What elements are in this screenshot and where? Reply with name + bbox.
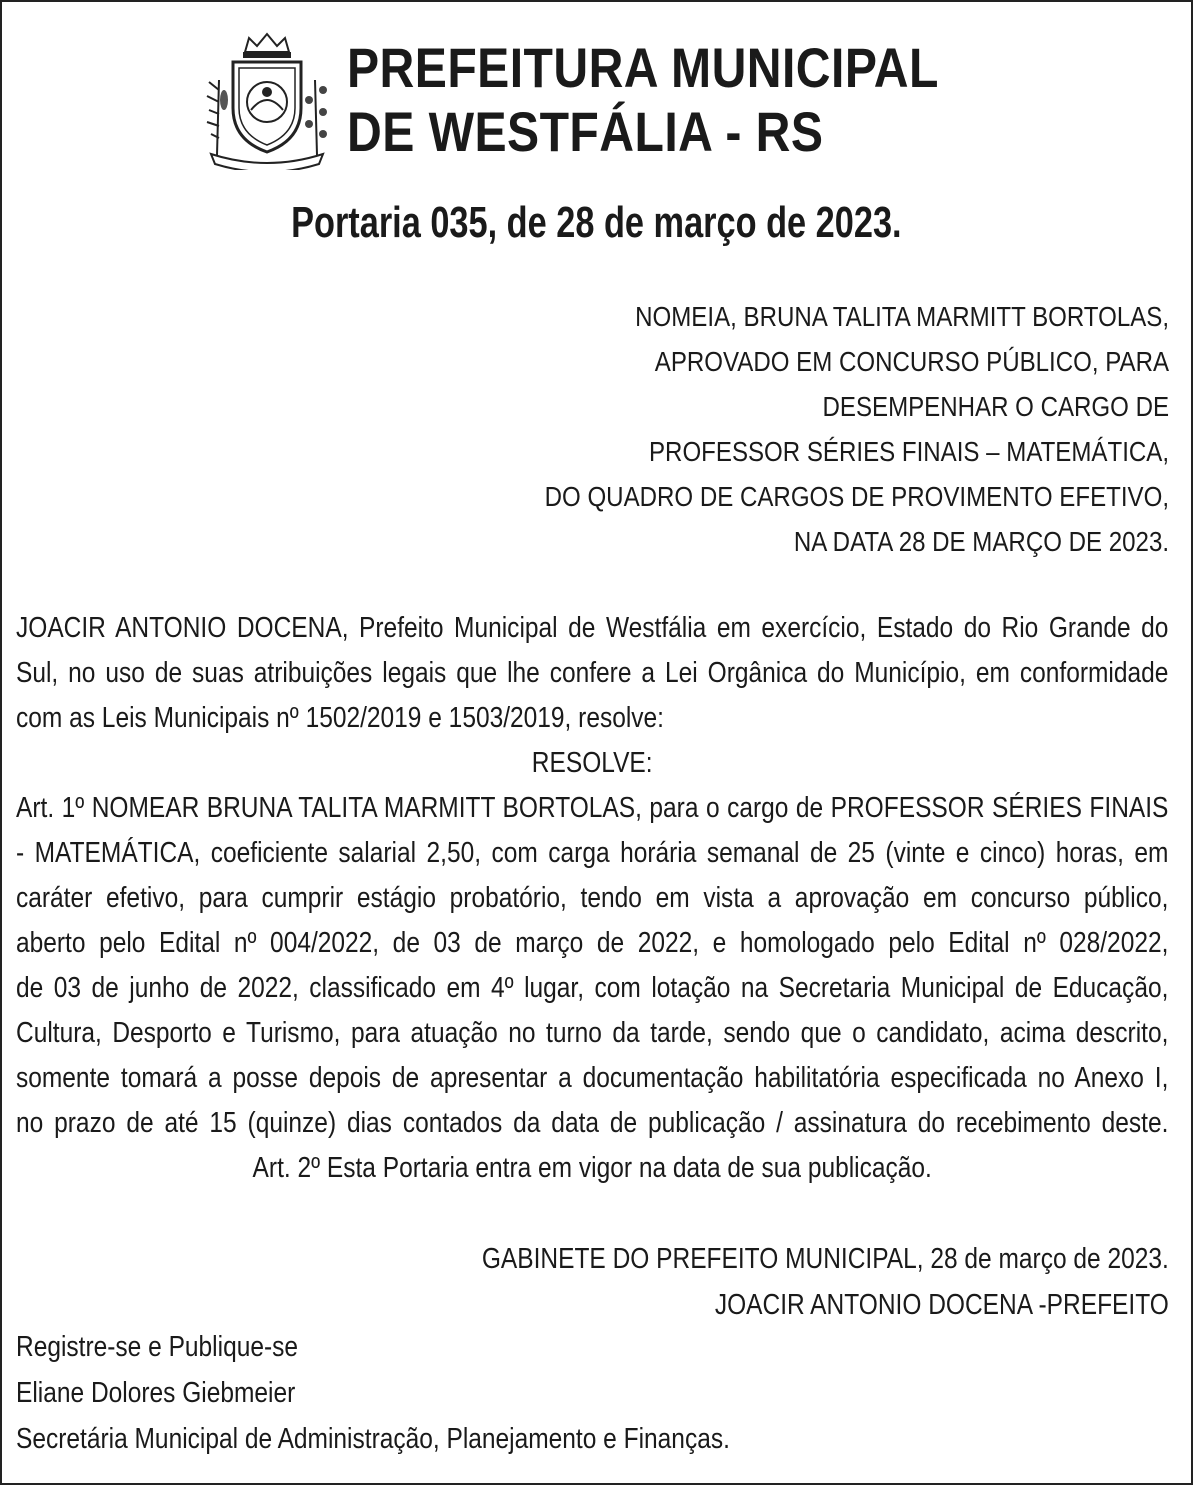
footer [16,1324,730,1462]
footer-line-3: Secretária Municipal de Administração, Planejamento e Finanças. [16,1423,730,1455]
preamble-line: com as Leis Municipais nº 1502/2019 e 1503/2019, resolve: [16,702,664,734]
ementa-line: APROVADO EM CONCURSO PÚBLICO, PARA [654,346,1169,377]
signature-block [482,1236,1169,1328]
resolve-heading: RESOLVE: [531,747,653,779]
ementa-line: NA DATA 28 DE MARÇO DE 2023. [793,526,1169,557]
signature-place-date: GABINETE DO PREFEITO MUNICIPAL, 28 de março de 2023. [482,1243,1169,1275]
art1-line: - MATEMÁTICA, coeficiente salarial 2,50, com carga horária semanal de 25 (vinte e cinco) horas, em [16,837,1169,869]
preamble-line: JOACIR ANTONIO DOCENA, Prefeito Municipal de Westfália em exercício, Estado do Rio Grande do [16,612,1169,644]
ementa-line: NOMEIA, BRUNA TALITA MARMITT BORTOLAS, [635,301,1169,332]
art1-line: caráter efetivo, para cumprir estágio probatório, tendo em vista a aprovação em concurso público, [16,882,1169,914]
ementa-line: DO QUADRO DE CARGOS DE PROVIMENTO EFETIVO, [544,481,1169,512]
coat-of-arms-icon [197,30,337,170]
art1-line: aberto pelo Edital nº 004/2022, de 03 de março de 2022, e homologado pelo Edital nº 028/2022, [16,927,1169,959]
footer-line-2: Eliane Dolores Giebmeier [16,1377,296,1409]
art1-line: de 03 de junho de 2022, classificado em 4º lugar, com lotação na Secretaria Municipal de Educação, [16,972,1169,1004]
portaria-title [2,198,1191,248]
signature-signer: JOACIR ANTONIO DOCENA -PREFEITO [715,1289,1169,1321]
ementa-line: PROFESSOR SÉRIES FINAIS – MATEMÁTICA, [648,436,1169,467]
art1-line: no prazo de até 15 (quinze) dias contados da data de publicação / assinatura do recebimento deste. [16,1107,1169,1139]
header [197,30,1035,170]
art1-line: somente tomará a posse depois de apresentar a documentação habilitatória especificada no Anexo I, [16,1062,1169,1094]
ementa-line: DESEMPENHAR O CARGO DE [822,391,1169,422]
ementa [545,294,1169,564]
portaria-title-text: Portaria 035, de 28 de março de 2023. [291,198,902,247]
art2-text: Art. 2º Esta Portaria entra em vigor na data de sua publicação. [252,1152,932,1184]
title-line-1: PREFEITURA MUNICIPAL [347,36,939,99]
art1-line: Art. 1º NOMEAR BRUNA TALITA MARMITT BORTOLAS, para o cargo de PROFESSOR SÉRIES FINAIS [16,792,1169,824]
body-text [16,606,1168,1191]
title-block [347,32,1035,168]
preamble-line: Sul, no uso de suas atribuições legais que lhe confere a Lei Orgânica do Município, em conformidade [16,657,1169,689]
title-line-2: DE WESTFÁLIA - RS [347,100,824,163]
footer-line-1: Registre-se e Publique-se [16,1331,299,1363]
art1-line: Cultura, Desporto e Turismo, para atuação no turno da tarde, sendo que o candidato, acima descrito, [16,1017,1169,1049]
